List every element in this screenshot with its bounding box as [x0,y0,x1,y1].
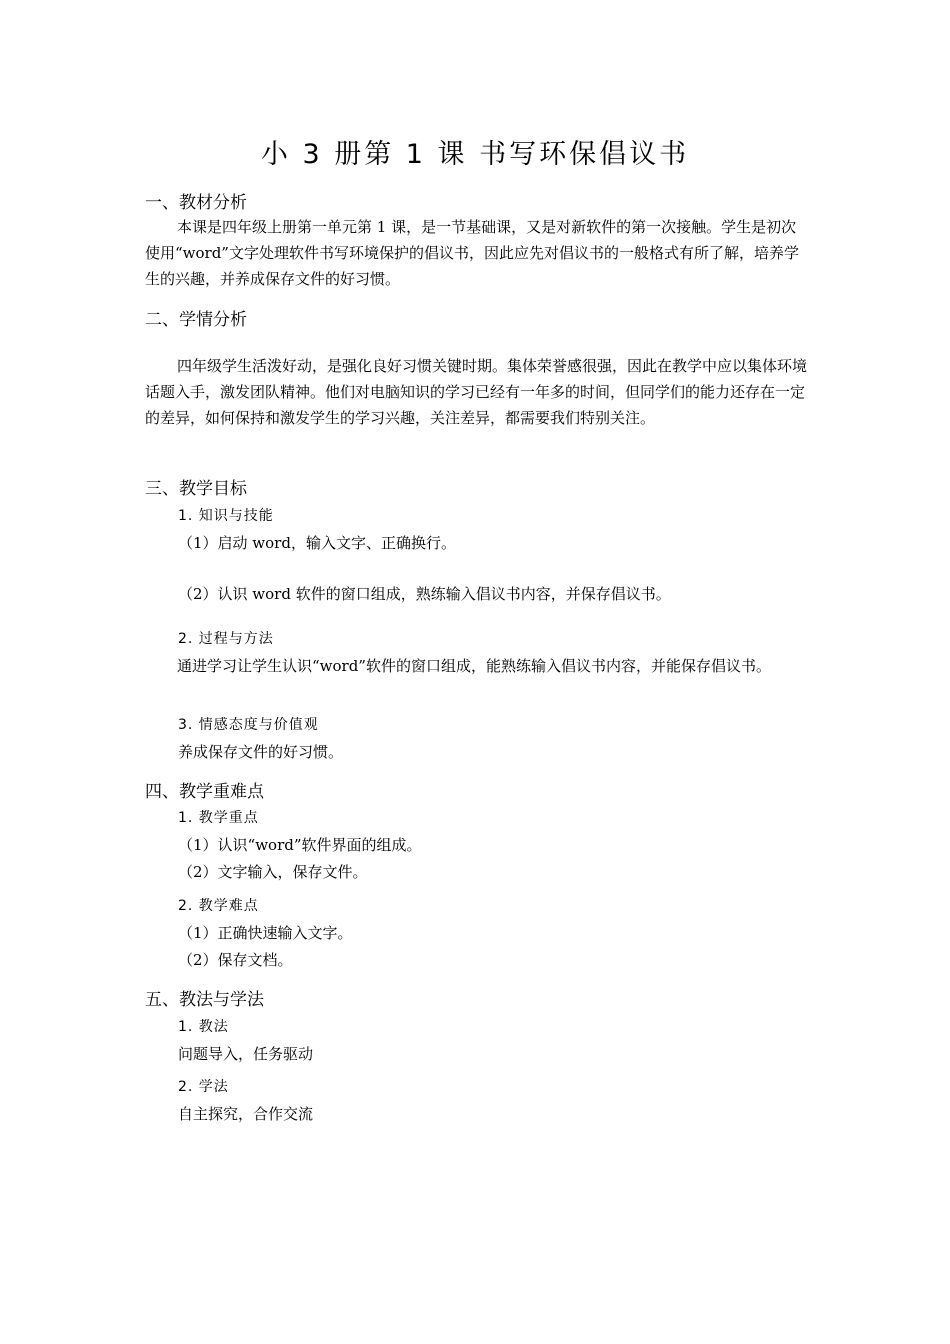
section-body-1 [145,214,810,292]
subheading-3-1: 1. 知识与技能 [178,508,274,524]
subheading-3-3: 3. 情感态度与价值观 [178,717,319,733]
item-4-2-2: （2）保存文档。 [178,951,293,969]
section-heading-5: 五、教法与学法 [145,990,264,1010]
section-body-1-text: 本课是四年级上册第一单元第 1 课，是一节基础课，又是对新软件的第一次接触。学生是初次使用“word”文字处理软件书写环境保护的倡议书，因此应先对倡议书的一般格式有所了解，培养学生的兴趣，并养成保存文件的好习惯。 [145,218,799,288]
subheading-5-2: 2. 学法 [178,1079,229,1095]
section-heading-1: 一、教材分析 [145,193,247,213]
subheading-5-1: 1. 教法 [178,1019,229,1035]
section-heading-2: 二、学情分析 [145,310,247,330]
body-3-2-text: 通进学习让学生认识“word”软件的窗口组成，能熟练输入倡议书内容，并能保存倡议书。 [177,657,771,675]
body-3-2 [145,653,810,679]
body-3-3: 养成保存文件的好习惯。 [178,743,344,761]
body-5-1: 问题导入，任务驱动 [178,1045,314,1063]
item-4-1-1: （1）认识“word”软件界面的组成。 [178,836,422,854]
item-3-1-1: （1）启动 word，输入文字、正确换行。 [178,534,456,552]
item-4-2-1: （1）正确快速输入文字。 [178,924,353,942]
subheading-4-2: 2. 教学难点 [178,898,259,914]
body-5-2: 自主探究，合作交流 [178,1105,314,1123]
document-title: 小 3 册第 1 课 书写环保倡议书 [260,139,690,170]
section-heading-4: 四、教学重难点 [145,782,264,802]
section-heading-3: 三、教学目标 [145,479,247,499]
subheading-3-2: 2. 过程与方法 [178,631,274,647]
section-body-2-text: 四年级学生活泼好动，是强化良好习惯关键时期。集体荣誉感很强，因此在教学中应以集体环境话题入手，激发团队精神。他们对电脑知识的学习已经有一年多的时间，但同学们的能力还存在一定的差异，如何保持和激发学生的学习兴趣，关注差异，都需要我们特别关注。 [145,357,808,427]
subheading-4-1: 1. 教学重点 [178,810,259,826]
section-body-2 [145,353,810,431]
item-4-1-2: （2）文字输入，保存文件。 [178,863,368,881]
item-3-1-2: （2）认识 word 软件的窗口组成，熟练输入倡议书内容，并保存倡议书。 [178,585,671,603]
